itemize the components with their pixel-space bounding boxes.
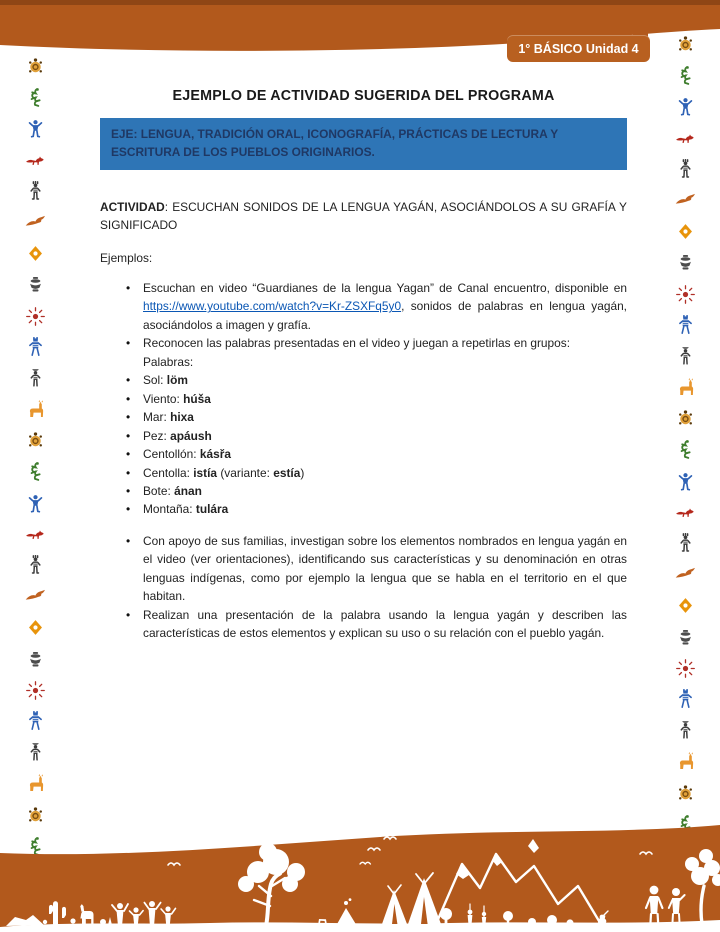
bold-text-run: istía	[193, 465, 218, 480]
bullet-item	[100, 408, 627, 426]
left-pictograph-column	[23, 56, 47, 857]
bullet-text	[143, 502, 228, 516]
bullet-item	[100, 334, 627, 371]
bullet-item	[100, 500, 627, 518]
pictograph-fox-icon	[25, 524, 46, 545]
palabras-label: Palabras:	[143, 354, 194, 369]
pictograph-anthro2-icon	[25, 337, 46, 358]
pictograph-turtle-icon	[675, 34, 696, 55]
pictograph-person-icon	[25, 555, 46, 576]
youtube-link[interactable]: https://www.youtube.com/watch?v=Kr-ZSXFq5y0	[143, 299, 402, 314]
pictograph-anthro-icon	[675, 96, 696, 117]
text-run: Centollón:	[143, 447, 200, 462]
pictograph-llama-icon	[25, 399, 46, 420]
pictograph-llama-icon	[675, 751, 696, 772]
text-run: Viento:	[143, 391, 184, 406]
text-run: )	[300, 465, 305, 480]
bullet-text	[143, 392, 211, 406]
bullet-item	[100, 390, 627, 408]
eje-banner: EJE: LENGUA, TRADICIÓN ORAL, ICONOGRAFÍA, PRÁCTICAS DE LECTURA Y ESCRITURA DE LOS PUEBLOS ORIGINARIOS.	[100, 118, 627, 170]
text-run: Bote:	[143, 483, 175, 498]
unit-badge: 1° BÁSICO Unidad 4	[507, 35, 650, 62]
bullet-text	[143, 281, 627, 332]
text-run: Reconocen las palabras presentadas en el video y juegan a repetirlas en grupos:	[143, 336, 571, 351]
bold-text-run: ánan	[174, 483, 202, 498]
bullet-text	[143, 336, 570, 350]
bullet-item	[100, 427, 627, 445]
bold-text-run: húša	[183, 391, 211, 406]
pictograph-diamond-icon	[25, 243, 46, 264]
pictograph-lizard-icon	[675, 439, 696, 460]
text-run: (variante:	[217, 465, 274, 480]
pictograph-fox-icon	[675, 128, 696, 149]
pictograph-person-icon	[675, 159, 696, 180]
bullet-text	[143, 429, 212, 443]
bold-text-run: löm	[166, 373, 188, 388]
bullet-text	[143, 534, 627, 603]
content-area	[100, 88, 627, 643]
pictograph-person2-icon	[675, 720, 696, 741]
pictograph-anthro2-icon	[675, 315, 696, 336]
bold-text-run: estía	[273, 465, 301, 480]
pictograph-person2-icon	[675, 346, 696, 367]
examples-bullet-list	[100, 279, 627, 371]
examples-heading: Ejemplos:	[100, 250, 153, 265]
bullet-item	[100, 464, 627, 482]
pictograph-fox-icon	[675, 502, 696, 523]
yagan-words-list	[100, 371, 627, 519]
text-run: Realizan una presentación de la palabra usando la lengua yagán y describen las características de estos elementos y explican su uso o su relación con el pueblo yagán.	[143, 607, 627, 641]
pictograph-person-icon	[675, 533, 696, 554]
text-run: Mar:	[143, 410, 171, 425]
pictograph-sun-icon	[25, 306, 46, 327]
bullet-item	[100, 482, 627, 500]
footer-landscape	[0, 820, 720, 932]
pictograph-sun-icon	[675, 658, 696, 679]
bullet-item	[100, 606, 627, 643]
pictograph-lizard-icon	[675, 65, 696, 86]
pictograph-llama-icon	[25, 773, 46, 794]
pictograph-pot-icon	[675, 252, 696, 273]
activity-paragraph	[100, 198, 627, 235]
activities-bullet-list	[100, 532, 627, 643]
pictograph-condor-icon	[25, 212, 46, 233]
pictograph-turtle-icon	[675, 783, 696, 804]
bold-text-run: hixa	[170, 410, 194, 425]
pictograph-pot-icon	[675, 627, 696, 648]
right-pictograph-column	[673, 34, 697, 835]
pictograph-person2-icon	[25, 368, 46, 389]
pictograph-anthro2-icon	[25, 711, 46, 732]
pictograph-diamond-icon	[675, 595, 696, 616]
pictograph-lizard-icon	[25, 461, 46, 482]
text-run: Pez:	[143, 428, 171, 443]
activity-label: ACTIVIDAD	[100, 199, 165, 214]
activity-text: : ESCUCHAN SONIDOS DE LA LENGUA YAGÁN, ASOCIÁNDOLOS A SU GRAFÍA Y SIGNIFICADO	[100, 199, 627, 233]
pictograph-condor-icon	[675, 564, 696, 585]
pictograph-fox-icon	[25, 150, 46, 171]
bullet-item	[100, 371, 627, 389]
pictograph-diamond-icon	[25, 617, 46, 638]
bold-text-run: tulára	[195, 502, 229, 517]
bullet-item	[100, 445, 627, 463]
pictograph-turtle-icon	[675, 408, 696, 429]
pictograph-pot-icon	[25, 274, 46, 295]
pictograph-anthro2-icon	[675, 689, 696, 710]
pictograph-turtle-icon	[25, 56, 46, 77]
text-run: Con apoyo de sus familias, investigan sobre los elementos nombrados en lengua yagán en el video (ver orientaciones), identificando sus características y su denominación en otras lenguas indígenas, como por ejemplo la lengua que se habla en el territorio en el que habitan.	[143, 533, 627, 604]
pictograph-condor-icon	[25, 586, 46, 607]
text-run: Escuchan en video “Guardianes de la lengua Yagan” de Canal encuentro, disponible en	[143, 280, 627, 295]
bullet-item	[100, 532, 627, 606]
pictograph-condor-icon	[675, 190, 696, 211]
bullet-text	[143, 373, 188, 387]
bold-text-run: kásřa	[199, 447, 231, 462]
pictograph-person-icon	[25, 181, 46, 202]
bullet-text	[143, 410, 194, 424]
bold-text-run: apáush	[170, 428, 212, 443]
bullet-item	[100, 279, 627, 334]
pictograph-pot-icon	[25, 649, 46, 670]
pictograph-sun-icon	[25, 680, 46, 701]
pictograph-diamond-icon	[675, 221, 696, 242]
pictograph-anthro-icon	[25, 118, 46, 139]
page-title: EJEMPLO DE ACTIVIDAD SUGERIDA DEL PROGRAMA	[172, 88, 555, 104]
pictograph-person2-icon	[25, 742, 46, 763]
bullet-text	[143, 484, 202, 498]
pictograph-turtle-icon	[25, 430, 46, 451]
text-run: Sol:	[143, 373, 167, 388]
text-run: Montaña:	[143, 502, 196, 517]
pictograph-sun-icon	[675, 284, 696, 305]
pictograph-anthro-icon	[675, 471, 696, 492]
pictograph-anthro-icon	[25, 493, 46, 514]
bullet-text	[143, 447, 231, 461]
bullet-text	[143, 608, 627, 640]
bullet-text	[143, 466, 304, 480]
pictograph-lizard-icon	[25, 87, 46, 108]
header-top-strip	[0, 0, 720, 5]
text-run: Centolla:	[143, 465, 194, 480]
pictograph-llama-icon	[675, 377, 696, 398]
text-run: , sonidos de palabras en lengua yagán, asociándolos a imagen y grafía.	[143, 299, 627, 332]
